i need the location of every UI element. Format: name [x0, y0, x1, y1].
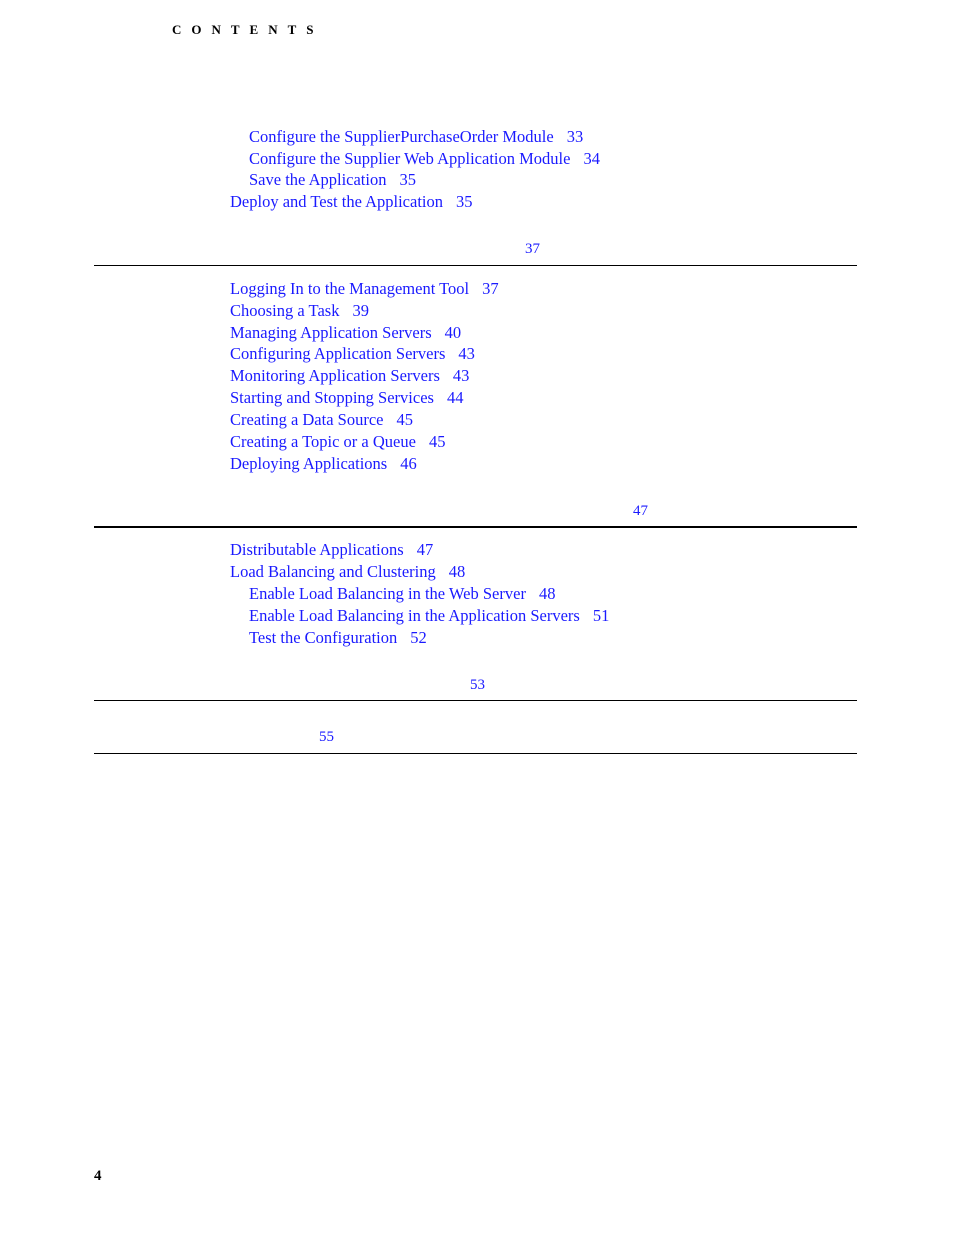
chapter-page-link[interactable]: 47	[633, 503, 648, 519]
toc-entry[interactable]	[249, 584, 555, 604]
toc-entry-page: 45	[428, 432, 446, 451]
chapter-rule	[94, 265, 857, 266]
chapter-page-link[interactable]: 55	[319, 729, 334, 745]
toc-entry[interactable]	[230, 192, 473, 212]
toc-entry[interactable]	[230, 301, 369, 321]
toc-entry-page: 52	[410, 628, 427, 647]
page-number: 4	[94, 1168, 102, 1184]
toc-entry-page: 35	[399, 170, 416, 189]
chapter-page-link[interactable]: 53	[470, 677, 485, 693]
toc-entry[interactable]	[230, 432, 445, 452]
toc-entry[interactable]	[249, 170, 416, 190]
chapter-rule	[94, 753, 857, 754]
toc-entry-page: 39	[352, 301, 369, 320]
toc-entry-page: 48	[538, 584, 556, 603]
toc-entry-title: Enable Load Balancing in the Application Servers	[249, 606, 580, 625]
toc-entry-page: 48	[448, 562, 466, 581]
chapter-rule	[94, 526, 857, 528]
toc-entry-page: 44	[446, 388, 464, 407]
toc-entry-title: Managing Application Servers	[230, 323, 432, 342]
toc-entry-title: Deploy and Test the Application	[230, 192, 444, 211]
toc-entry-page: 35	[456, 192, 473, 211]
toc-entry-page: 34	[583, 149, 600, 168]
toc-entry-page: 33	[566, 127, 584, 146]
toc-entry-title: Enable Load Balancing in the Web Server	[249, 584, 526, 603]
toc-entry[interactable]	[230, 454, 417, 474]
toc-entry-page: 51	[592, 606, 610, 625]
toc-entry[interactable]	[230, 344, 475, 364]
toc-entry-page: 43	[458, 344, 475, 363]
toc-entry[interactable]	[249, 127, 583, 147]
toc-entry-page: 37	[482, 279, 499, 298]
toc-entry[interactable]	[230, 540, 433, 560]
toc-entry-page: 40	[444, 323, 462, 342]
toc-entry-title: Load Balancing and Clustering	[230, 562, 436, 581]
toc-entry-page: 46	[400, 454, 417, 473]
toc-entry-title: Starting and Stopping Services	[230, 388, 434, 407]
toc-entry-title: Choosing a Task	[230, 301, 340, 320]
toc-entry-title: Deploying Applications	[230, 454, 388, 473]
toc-entry-title: Creating a Data Source	[230, 410, 384, 429]
toc-entry-title: Distributable Applications	[230, 540, 404, 559]
chapter-rule	[94, 700, 857, 701]
toc-entry[interactable]	[230, 410, 413, 430]
toc-entry[interactable]	[230, 366, 469, 386]
toc-entry[interactable]	[230, 388, 463, 408]
toc-entry-title: Logging In to the Management Tool	[230, 279, 470, 298]
toc-entry-title: Save the Application	[249, 170, 387, 189]
toc-entry-title: Configure the Supplier Web Application Module	[249, 149, 571, 168]
toc-entry[interactable]	[230, 562, 465, 582]
toc-entry[interactable]	[249, 606, 609, 626]
toc-entry[interactable]	[249, 628, 427, 648]
toc-entry-title: Configuring Application Servers	[230, 344, 446, 363]
toc-entry-title: Configure the SupplierPurchaseOrder Module	[249, 127, 554, 146]
chapter-page-link[interactable]: 37	[525, 241, 540, 257]
toc-entry-title: Creating a Topic or a Queue	[230, 432, 416, 451]
toc-entry[interactable]	[230, 323, 461, 343]
toc-entry-title: Test the Configuration	[249, 628, 398, 647]
toc-entry-page: 43	[452, 366, 470, 385]
running-head: CONTENTS	[172, 22, 324, 37]
toc-entry[interactable]	[249, 149, 600, 169]
toc-entry-title: Monitoring Application Servers	[230, 366, 440, 385]
toc-entry-page: 45	[396, 410, 413, 429]
toc-entry-page: 47	[416, 540, 434, 559]
toc-entry[interactable]	[230, 279, 499, 299]
